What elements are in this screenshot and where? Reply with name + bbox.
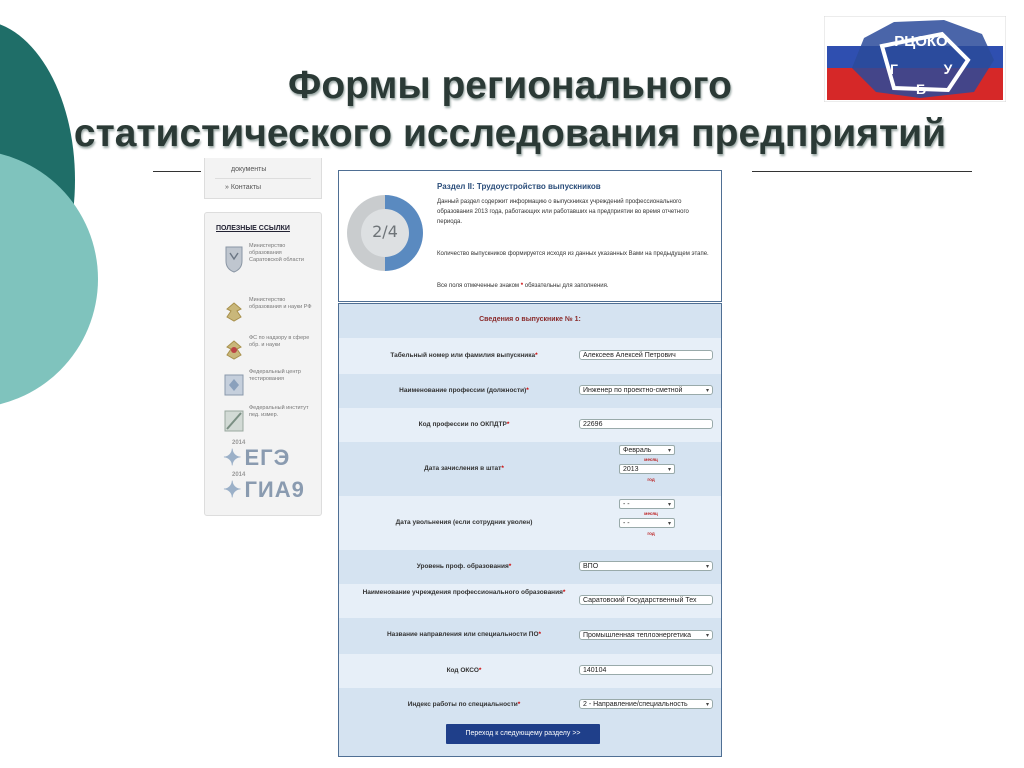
decorative-circle-light [0,150,98,408]
form-row [339,338,721,374]
title-rule-right [752,171,972,172]
form-row [339,408,721,442]
dismiss-month-select[interactable]: - - ▾ [619,499,675,509]
hire-year-select[interactable]: 2013 ▾ [619,464,675,474]
left-menu [204,158,322,199]
note-text: обязательны для заполнения. [524,283,609,289]
logo-letter: Г [890,61,898,77]
menu-divider [215,178,311,179]
title-rule-left [153,171,201,172]
field-label: Код профессии по ОКПДТР* [418,421,510,428]
badge-year: 2014 [232,440,246,446]
hire-month-select[interactable]: Февраль ▾ [619,445,675,455]
gia9-badge[interactable] [223,472,305,503]
badge-year: 2014 [232,472,246,478]
useful-links-panel [204,212,322,516]
next-section-button[interactable]: Переход к следующему разделу >> [446,724,600,744]
slide-title-line1: Формы регионального [288,64,732,107]
form-row [339,584,721,618]
form-row [339,688,721,722]
form-row [339,618,721,654]
month-caption: месяц [644,457,658,462]
link-testing-center[interactable] [223,369,313,409]
form-row [339,374,721,408]
field-label: Дата зачисления в штат* [424,465,504,472]
link-fipi[interactable] [223,405,313,445]
graduate-form [338,303,722,757]
ege-badge[interactable] [223,440,291,471]
eagle-emblem-icon [223,299,245,327]
people-icon: ✦ [223,477,243,502]
progress-text: 2/4 [372,222,398,241]
progress-circle [347,195,423,271]
work-index-select[interactable]: 2 - Направление/специальность ▾ [579,699,713,709]
field-label: Название направления или специальности ПО* [386,631,542,638]
section-note [437,281,715,291]
menu-item-contacts[interactable]: » Контакты [225,184,262,191]
form-row [339,496,721,550]
field-label: Наименование профессии (должности)* [399,387,529,394]
field-label: Дата увольнения (если сотрудник уволен) [395,519,533,526]
edu-level-select[interactable]: ВПО ▾ [579,561,713,571]
section-paragraph: Количество выпускников формируется исходя из данных указанных Вами на предыдущем этапе. [437,251,709,257]
profession-select[interactable]: Инженер по проектно-сметной ▾ [579,385,713,395]
field-label: Индекс работы по специальности* [407,701,521,708]
required-star: * [520,283,524,289]
link-text: Федеральный центр тестирования [249,369,301,382]
form-row [339,550,721,584]
dismiss-year-select[interactable]: - - ▾ [619,518,675,528]
okso-input[interactable]: 140104 [579,665,713,675]
year-caption: год [647,531,655,536]
form-row [339,654,721,688]
section-paragraph: Данный раздел содержит информацию о выпускниках учреждений профессионального образования 2013 года, работающих или работавших на предприятии во время отчетного периода. [437,199,689,225]
tab-number-input[interactable]: Алексеев Алексей Петрович [579,350,713,360]
okpdtr-input[interactable]: 22696 [579,419,713,429]
field-label: Код ОКСО* [446,667,482,674]
badge-text: ЕГЭ [244,445,291,470]
logo-letter: У [943,61,953,77]
slide-title-line2: статистического исследования предприятий [73,112,947,155]
logo-letter: Б [915,81,927,97]
institution-input[interactable]: Саратовский Государственный Тех [579,595,713,605]
link-minobr-saratov[interactable] [223,243,313,291]
section-info [338,170,722,302]
link-text: Министерство образования и науки РФ [249,297,312,310]
eagle-emblem-icon [223,337,245,365]
testing-center-icon [223,371,245,399]
menu-item-documents[interactable]: документы [231,166,267,173]
logo-text: РЦОКО [894,33,948,50]
portal-screenshot [200,158,740,768]
badge-text: ГИА9 [244,477,305,502]
main-content [328,158,740,768]
coat-of-arms-icon [223,245,245,273]
link-text: Министерство образования Саратовской области [249,243,304,263]
specialty-select[interactable]: Промышленная теплоэнергетика ▾ [579,630,713,640]
useful-links-title: ПОЛЕЗНЫЕ ССЫЛКИ [216,225,290,232]
field-label: Наименование учреждения профессионального образования* [362,589,566,596]
year-caption: год [647,477,655,482]
section-title: Раздел II: Трудоустройство выпускников [437,182,601,191]
link-text: Федеральный институт пед. измер. [249,405,309,418]
form-header: Сведения о выпускнике № 1: [479,316,581,323]
field-label: Табельный номер или фамилия выпускника* [390,352,538,359]
rcoko-logo [824,16,1006,102]
link-text: ФС по надзору в сфере обр. и науки [249,335,310,348]
month-caption: месяц [644,511,658,516]
link-minobrnauki[interactable] [223,297,313,337]
note-text: Все поля отмеченные знаком [437,283,520,289]
form-row [339,442,721,496]
institute-icon [223,407,245,435]
field-label: Уровень проф. образования* [416,563,512,570]
people-icon: ✦ [223,445,243,470]
